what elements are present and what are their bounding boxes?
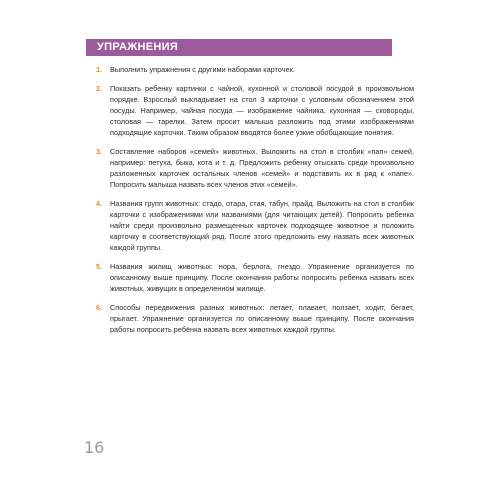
exercise-item-3 bbox=[96, 146, 414, 190]
exercise-text: Названия групп животных: стадо, отара, стая, табун, прайд. Выложить на стол в столбик карточки с изображениями или названиями (для читающих детей). Попросить ребенка найти среди произвольно размещенных карточек подходящее животное и положить карточку в соответствующий ряд. После этого предложить ему назвать всех животных каждой группы. bbox=[110, 199, 414, 252]
exercise-text: Способы передвижения разных животных: летает, плавает, ползает, ходит, бегает, прыгает. Упражнение организуется по описанному выше принципу. После окончания работы попросить ребёнка назвать всех животных каждой группы. bbox=[110, 303, 414, 334]
exercise-item-4 bbox=[96, 198, 414, 253]
section-title: УПРАЖНЕНИЯ bbox=[97, 41, 179, 53]
page-number: 16 bbox=[84, 438, 105, 457]
exercise-item-1 bbox=[96, 64, 414, 75]
exercise-text: Составление наборов «семей» животных. Выложить на стол в столбик «пап» семей, например: петуха, быка, кота и т. д. Предложить ребенку отыскать среди произвольно разложенных карточек остальных членов «семей» и подставить их в ряд к «папе». Попросить малыша назвать всех членов этих «семей». bbox=[110, 147, 414, 189]
exercise-text: Выполнить упражнения с другими наборами карточек. bbox=[110, 65, 295, 74]
exercise-number: 6. bbox=[96, 303, 103, 312]
exercise-number: 4. bbox=[96, 199, 103, 208]
exercise-list bbox=[96, 64, 414, 343]
exercise-number: 3. bbox=[96, 147, 103, 156]
exercise-number: 1. bbox=[96, 65, 103, 74]
exercise-number: 5. bbox=[96, 262, 103, 271]
exercise-text: Названия жилищ животных: нора, берлога, гнездо. Упражнение организуется по описанному выше принципу. После окончания работы попросить ребенка назвать всех животных, живущих в определенном жилище. bbox=[110, 262, 414, 293]
exercise-item-6 bbox=[96, 302, 414, 335]
exercise-number: 2. bbox=[96, 84, 103, 93]
exercise-text: Показать ребенку картинки с чайной, кухонной и столовой посудой в произвольном порядке. Взрослый выкладывает на стол 3 карточки с условным обозначением этой посуды. Например, чайная посуда — изображение чайника, кухонная — сковороды, столовая — тарелки. Затем просит малыша разложить под этими изображениями подходящие карточки. Таким образом вводятся более узкие обобщающие понятия. bbox=[110, 84, 414, 137]
exercise-item-2 bbox=[96, 83, 414, 138]
section-header bbox=[86, 39, 392, 56]
exercise-item-5 bbox=[96, 261, 414, 294]
